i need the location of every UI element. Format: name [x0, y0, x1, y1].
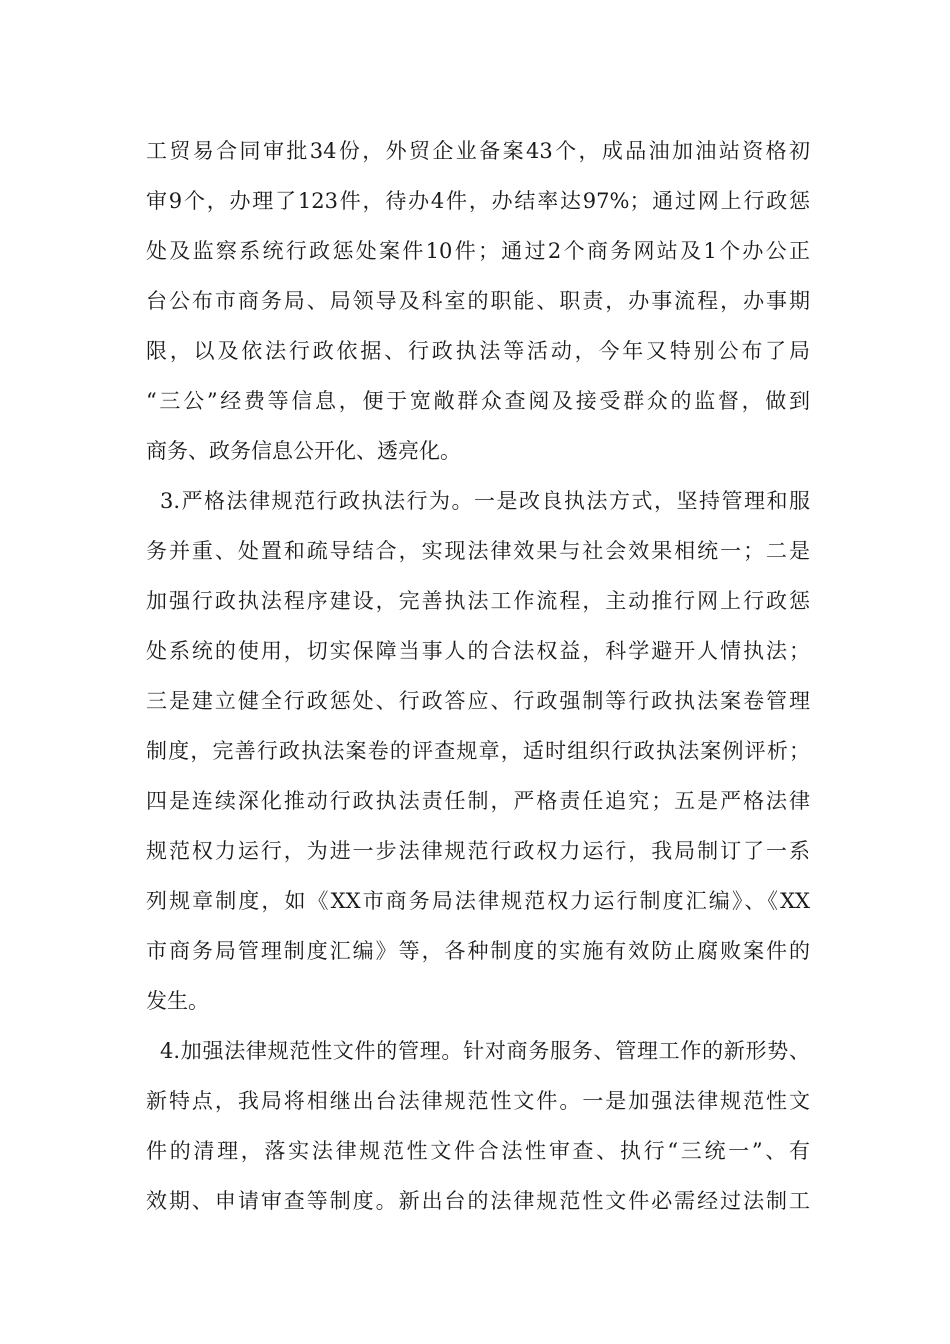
text-line: 规范权力运行，为进一步法律规范行政权力运行，我局制订了一系 — [146, 839, 810, 863]
text-line: 工贸易合同审批34份，外贸企业备案43个，成品油加油站资格初 — [146, 139, 810, 163]
text-line: 审9个，办理了123件，待办4件，办结率达97%；通过网上行政惩 — [146, 189, 810, 213]
text-line: 列规章制度，如《XX市商务局法律规范权力运行制度汇编》、《XX — [146, 889, 810, 913]
text-line: 限，以及依法行政依据、行政执法等活动，今年又特别公布了局 — [146, 339, 810, 363]
text-line: 4.加强法律规范性文件的管理。针对商务服务、管理工作的新形势、 — [160, 1039, 810, 1063]
text-line: 制度，完善行政执法案卷的评查规章，适时组织行政执法案例评析； — [146, 739, 810, 763]
text-line: 处及监察系统行政惩处案件10件；通过2个商务网站及1个办公正 — [146, 239, 810, 263]
body-text — [146, 126, 810, 1226]
text-line: 台公布市商务局、局领导及科室的职能、职责，办事流程，办事期 — [146, 289, 810, 313]
text-line: 3.严格法律规范行政执法行为。一是改良执法方式，坚持管理和服 — [160, 489, 810, 513]
text-line: 市商务局管理制度汇编》等，各种制度的实施有效防止腐败案件的 — [146, 939, 810, 963]
text-line: 新特点，我局将相继出台法律规范性文件。一是加强法律规范性文 — [146, 1089, 810, 1113]
text-line: “三公”经费等信息，便于宽敞群众查阅及接受群众的监督，做到 — [146, 389, 810, 413]
text-line: 发生。 — [146, 989, 209, 1013]
text-line: 商务、政务信息公开化、透亮化。 — [146, 439, 461, 463]
text-line: 三是建立健全行政惩处、行政答应、行政强制等行政执法案卷管理 — [146, 689, 810, 713]
text-line: 务并重、处置和疏导结合，实现法律效果与社会效果相统一；二是 — [146, 539, 810, 563]
text-line: 处系统的使用，切实保障当事人的合法权益，科学避开人情执法； — [146, 639, 810, 663]
text-line: 加强行政执法程序建设，完善执法工作流程，主动推行网上行政惩 — [146, 589, 810, 613]
text-line: 件的清理，落实法律规范性文件合法性审查、执行“三统一”、有 — [146, 1139, 810, 1163]
text-line: 效期、申请审查等制度。新出台的法律规范性文件必需经过法制工 — [146, 1189, 810, 1213]
text-line: 四是连续深化推动行政执法责任制，严格责任追究；五是严格法律 — [146, 789, 810, 813]
